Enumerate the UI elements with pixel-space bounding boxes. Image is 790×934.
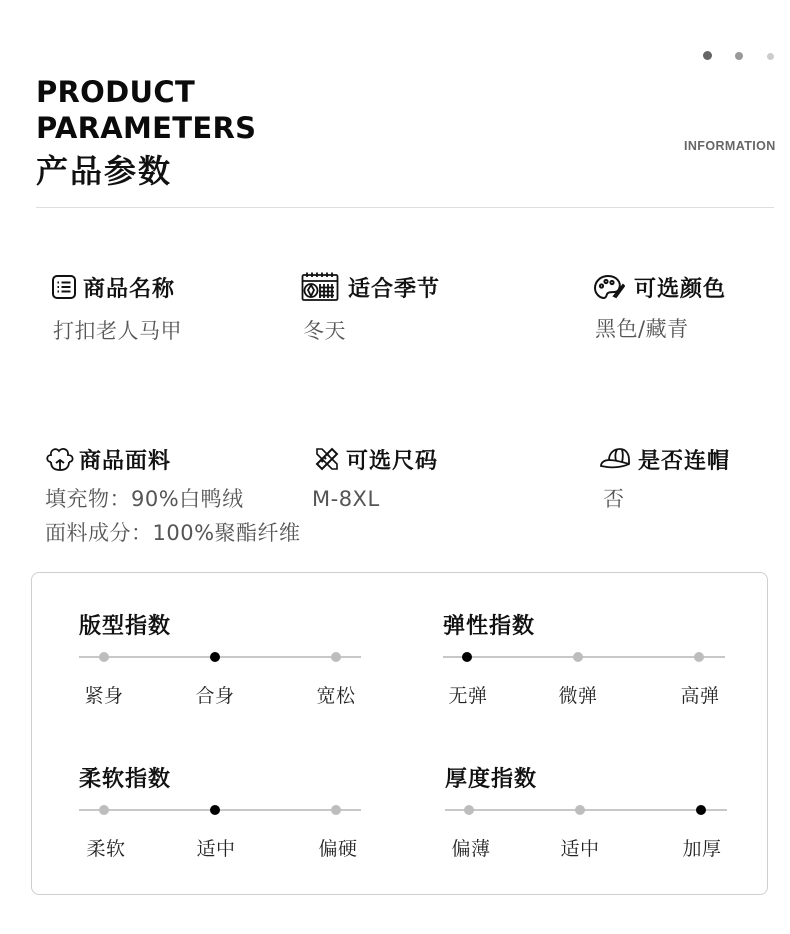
scale-label: 宽松 (316, 685, 356, 707)
param-value: M-8XL (312, 487, 380, 511)
param-title: 可选尺码 (346, 448, 439, 474)
pagination-dot (735, 52, 743, 60)
section-title-cn: 产品参数 (36, 152, 173, 190)
scale-title: 厚度指数 (445, 767, 538, 792)
title-en-line1: PRODUCT (36, 75, 196, 109)
param-value: 打扣老人马甲 (53, 319, 182, 343)
scale-point (462, 652, 472, 662)
pagination-dots (700, 50, 780, 64)
palette-icon (592, 272, 626, 302)
param-value: 填充物：90%白鸭绒 (45, 487, 244, 511)
param-title: 商品名称 (83, 276, 176, 302)
scale-point (696, 805, 706, 815)
param-sizes (312, 444, 438, 516)
scale-track (443, 656, 725, 658)
calendar-icon (300, 272, 340, 302)
scale-point (99, 652, 109, 662)
scale-point (464, 805, 474, 815)
scale-point (573, 652, 583, 662)
scale-label: 偏硬 (318, 838, 358, 860)
scale-label: 微弹 (558, 685, 598, 707)
scale-point (210, 652, 220, 662)
scale-label: 加厚 (682, 838, 722, 860)
param-fabric (45, 444, 301, 550)
scale-label: 柔软 (86, 838, 126, 860)
param-hood (598, 444, 730, 516)
param-value: 否 (603, 487, 625, 511)
scale-label: 适中 (560, 838, 600, 860)
scale-label: 无弹 (448, 685, 488, 707)
scale-label: 合身 (195, 685, 235, 707)
param-title: 适合季节 (348, 276, 441, 302)
scale-label: 适中 (196, 838, 236, 860)
ruler-pencil-icon (312, 444, 342, 474)
scale-track (79, 656, 361, 658)
scale-title: 弹性指数 (443, 614, 536, 639)
header-divider (36, 207, 774, 208)
scale-point (331, 652, 341, 662)
cotton-icon (45, 444, 75, 474)
param-colors (592, 272, 726, 346)
pagination-dot (703, 51, 712, 60)
scale-label: 高弹 (680, 685, 720, 707)
pagination-dot (767, 53, 774, 60)
section-title-en (36, 74, 256, 146)
param-product-name (49, 272, 182, 348)
list-icon (49, 272, 79, 302)
scale-point (331, 805, 341, 815)
param-value: 黑色/藏青 (595, 317, 689, 341)
scale-label: 紧身 (84, 685, 124, 707)
scale-track (79, 809, 361, 811)
scale-point (575, 805, 585, 815)
param-value: 面料成分：100%聚酯纤维 (45, 521, 301, 545)
scale-title: 柔软指数 (79, 767, 172, 792)
param-title: 可选颜色 (634, 276, 727, 302)
param-title: 是否连帽 (638, 448, 731, 474)
param-value: 冬天 (303, 319, 346, 343)
scale-point (99, 805, 109, 815)
title-en-line2: PARAMETERS (36, 111, 257, 145)
information-label: INFORMATION (684, 139, 776, 153)
scale-title: 版型指数 (79, 614, 172, 639)
scale-track (445, 809, 727, 811)
scale-point (694, 652, 704, 662)
param-title: 商品面料 (79, 448, 172, 474)
cap-icon (598, 444, 632, 474)
scale-label: 偏薄 (451, 838, 491, 860)
param-season (300, 272, 440, 348)
scale-point (210, 805, 220, 815)
